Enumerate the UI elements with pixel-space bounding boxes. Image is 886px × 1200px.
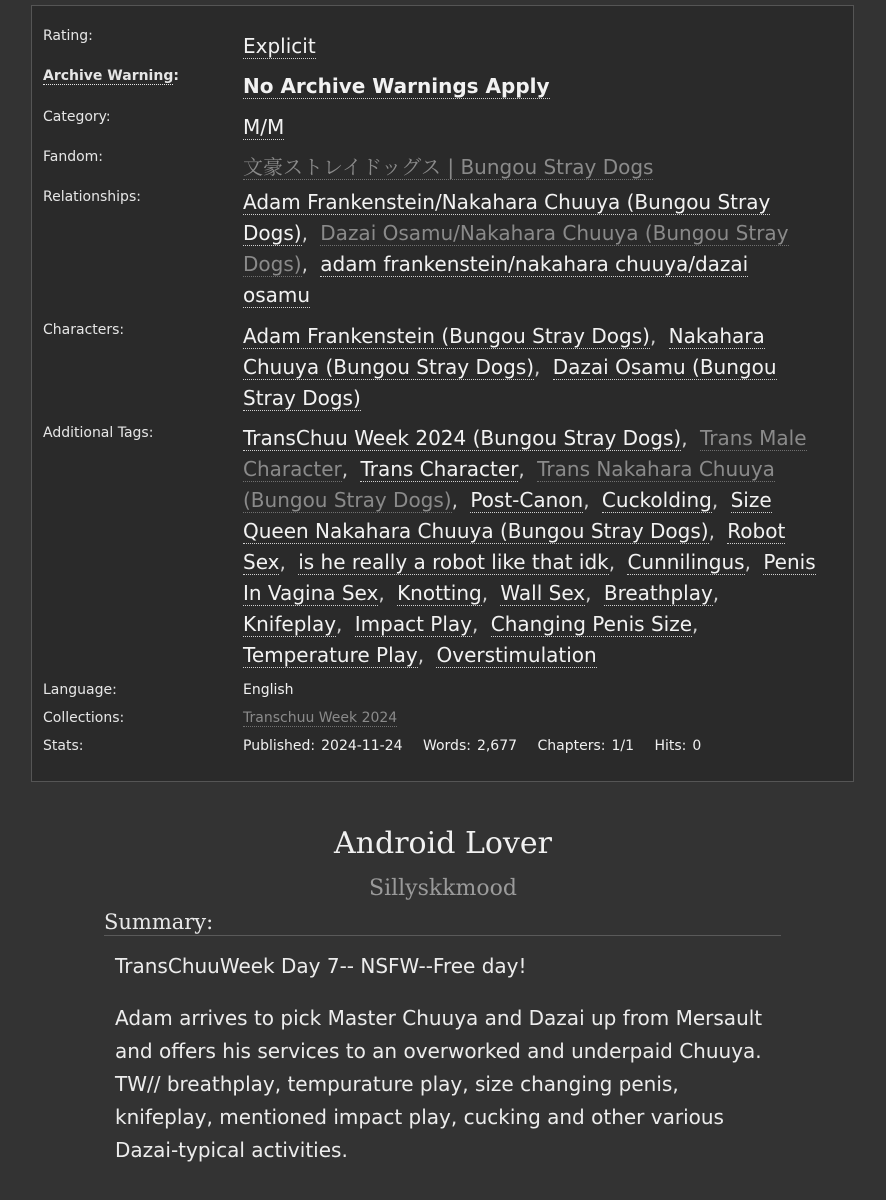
hits-value: 0 — [692, 738, 702, 754]
characters-value: Adam Frankenstein (Bungou Stray Dogs), Nakahara Chuuya (Bungou Stray Dogs), Dazai Osamu (Bungou Stray Dogs) — [243, 324, 777, 410]
freeform-tag[interactable]: Wall Sex — [500, 581, 586, 605]
freeform-tag[interactable]: Penis In Vagina Sex — [243, 550, 816, 605]
fandom-value — [243, 152, 818, 183]
characters-label: Characters: — [43, 322, 125, 338]
chapters-value: 1/1 — [611, 738, 635, 754]
category-tag[interactable]: M/M — [243, 115, 285, 139]
rating-value — [243, 31, 818, 62]
collections-value — [243, 708, 818, 728]
freeform-tag[interactable]: Cuckolding — [601, 488, 712, 512]
warning-value — [243, 71, 818, 102]
hits-label: Hits: — [654, 738, 687, 754]
relationships-value: Adam Frankenstein/Nakahara Chuuya (Bungou Stray Dogs), Dazai Osamu/Nakahara Chuuya (Bungou Stray Dogs), adam frankenstein/nakahara chuuya/dazai osamu — [243, 190, 789, 307]
freeform-tag[interactable]: Breathplay — [603, 581, 713, 605]
summary-heading: Summary: — [104, 910, 781, 936]
freeform-tag[interactable]: Overstimulation — [436, 643, 597, 667]
work-author[interactable]: Sillyskkmood — [369, 876, 517, 901]
freeform-tag[interactable]: Cunnilingus — [627, 550, 745, 574]
warning-colon: : — [173, 68, 179, 84]
additional-tags-label: Additional Tags: — [43, 425, 154, 441]
category-label: Category: — [43, 109, 111, 125]
character-tag[interactable]: Dazai Osamu (Bungou Stray Dogs) — [243, 355, 777, 410]
freeform-tag[interactable]: Impact Play — [354, 612, 473, 636]
published-label: Published: — [243, 738, 316, 754]
freeform-tag[interactable]: is he really a robot like that idk — [298, 550, 609, 574]
additional-tags-value: TransChuu Week 2024 (Bungou Stray Dogs), Trans Male Character, Trans Character, Trans Nakahara Chuuya (Bungou Stray Dogs), Post-Canon, Cuckolding, Size Queen Nakahara Chuuya (Bungou Stray Dogs), Robot Sex, is he really a robot like that idk, Cunnilingus, Penis In Vagina Sex, Knotting, Wall Sex, Breathplay, Knifeplay, Impact Play, Changing Penis Size, Temperature Play, Overstimulation — [243, 426, 816, 667]
summary-paragraph: TransChuuWeek Day 7-- NSFW--Free day! — [115, 954, 527, 978]
freeform-tag[interactable]: Robot Sex — [243, 519, 786, 574]
warning-help-link[interactable]: Archive Warning — [43, 68, 174, 84]
freeform-tag[interactable]: Trans Character — [360, 457, 519, 481]
relationship-tag[interactable]: adam frankenstein/nakahara chuuya/dazai osamu — [243, 252, 749, 307]
freeform-tag[interactable]: Trans Male Character — [243, 426, 807, 481]
freeform-tag[interactable]: Knifeplay — [243, 612, 337, 636]
fandom-label: Fandom: — [43, 149, 104, 165]
warning-label — [43, 68, 179, 84]
freeform-tag[interactable]: Trans Nakahara Chuuya (Bungou Stray Dogs) — [243, 457, 775, 512]
rating-label: Rating: — [43, 28, 93, 44]
collection-link[interactable]: Transchuu Week 2024 — [243, 710, 398, 726]
words-label: Words: — [422, 738, 471, 754]
rating-tag[interactable]: Explicit — [243, 34, 316, 58]
published-value: 2024-11-24 — [321, 738, 403, 754]
language-label: Language: — [43, 682, 117, 698]
freeform-tag[interactable]: Knotting — [397, 581, 482, 605]
fandom-tag[interactable]: 文豪ストレイドッグス | Bungou Stray Dogs — [243, 155, 654, 179]
language-value: English — [243, 682, 294, 698]
freeform-tag[interactable]: Post-Canon — [470, 488, 584, 512]
stats-label: Stats: — [43, 738, 84, 754]
stats-value — [243, 736, 818, 756]
words-value: 2,677 — [476, 738, 518, 754]
relationship-tag[interactable]: Dazai Osamu/Nakahara Chuuya (Bungou Stray Dogs) — [243, 221, 789, 276]
relationships-label: Relationships: — [43, 189, 141, 205]
category-value — [243, 112, 818, 143]
summary-paragraph: Adam arrives to pick Master Chuuya and Dazai up from Mersault and offers his services to an overworked and underpaid Chuuya. TW// breathplay, tempurature play, size changing penis, knifeplay, mentioned impact play, cucking and other various Dazai-typical activities. — [115, 1006, 763, 1162]
relationship-tag[interactable]: Adam Frankenstein/Nakahara Chuuya (Bungou Stray Dogs) — [243, 190, 771, 245]
freeform-tag[interactable]: Changing Penis Size — [490, 612, 693, 636]
work-meta-box — [31, 5, 854, 782]
character-tag[interactable]: Adam Frankenstein (Bungou Stray Dogs) — [243, 324, 650, 348]
warning-tag[interactable]: No Archive Warnings Apply — [243, 74, 550, 98]
work-title: Android Lover — [334, 826, 552, 861]
chapters-label: Chapters: — [537, 738, 606, 754]
character-tag[interactable]: Nakahara Chuuya (Bungou Stray Dogs) — [243, 324, 765, 379]
freeform-tag[interactable]: TransChuu Week 2024 (Bungou Stray Dogs) — [243, 426, 682, 450]
collections-label: Collections: — [43, 710, 125, 726]
freeform-tag[interactable]: Size Queen Nakahara Chuuya (Bungou Stray Dogs) — [243, 488, 772, 543]
freeform-tag[interactable]: Temperature Play — [243, 643, 418, 667]
